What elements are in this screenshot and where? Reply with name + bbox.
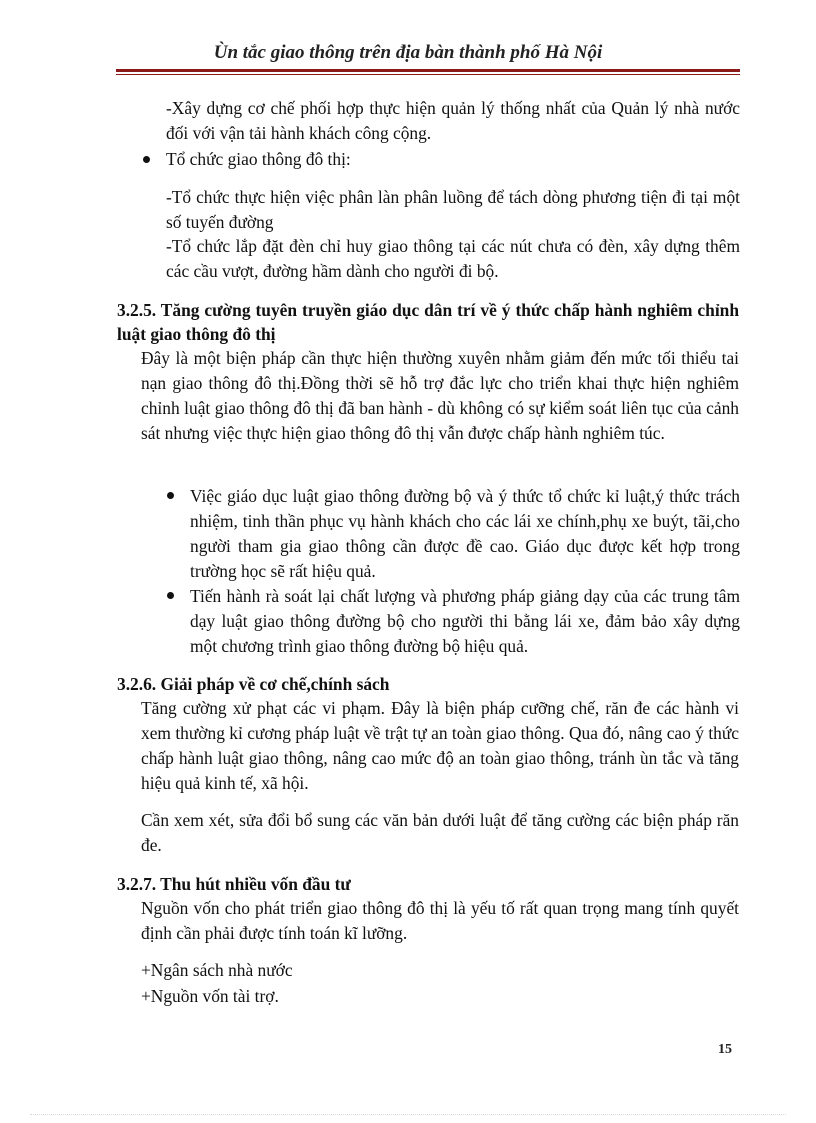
section-3-2-5-paragraph: Đây là một biện pháp cần thực hiện thường xuyên nhằm giảm đến mức tối thiểu tai nạn giao thông đô thị.Đồng thời sẽ hỗ trợ đắc lực cho triển khai thực hiện nghiêm chỉnh luật giao thông đô thị đã ban hành - dù không có sự kiểm soát liên tục của cảnh sát nhưng việc thực hiện giao thông đô thị vẫn được chấp hành nghiêm túc. bbox=[141, 348, 739, 443]
intro-paragraph-3: -Tổ chức lắp đặt đèn chỉ huy giao thông tại các nút chưa có đèn, xây dựng thêm các cầu vượt, đường hầm dành cho người đi bộ. bbox=[166, 236, 740, 281]
funding-item-state-budget: +Ngân sách nhà nước bbox=[141, 960, 293, 980]
heading-3-2-7: 3.2.7. Thu hút nhiều vốn đầu tư bbox=[117, 874, 351, 894]
bullet-traffic-organization: Tổ chức giao thông đô thị: bbox=[166, 149, 351, 169]
section-3-2-6-paragraph-1: Tăng cường xử phạt các vi phạm. Đây là biện pháp cưỡng chế, răn đe các hành vi xem thường kỉ cương pháp luật về trật tự an toàn giao thông. Qua đó, nâng cao ý thức chấp hành luật giao thông, nâng cao mức độ an toàn giao thông, tránh ùn tắc và tăng hiệu quả kinh tế, xã hội. bbox=[141, 698, 739, 793]
header-rule-thick bbox=[116, 69, 740, 72]
intro-paragraph-2: -Tổ chức thực hiện việc phân làn phân luồng để tách dòng phương tiện đi tại một số tuyến đường bbox=[166, 187, 740, 232]
footer-divider bbox=[30, 1114, 786, 1115]
section-3-2-6-paragraph-2: Cần xem xét, sửa đổi bổ sung các văn bản dưới luật để tăng cường các biện pháp răn đe. bbox=[141, 810, 739, 855]
funding-item-grants: +Nguồn vốn tài trợ. bbox=[141, 986, 279, 1006]
section-3-2-5-bullet-1: Việc giáo dục luật giao thông đường bộ và ý thức tổ chức kỉ luật,ý thức trách nhiệm, tinh thần phục vụ hành khách cho các lái xe chính,phụ xe buýt, tãi,cho người tham gia giao thông cần được đề cao. Giáo dục được kết hợp trong trường học sẽ rất hiệu quả. bbox=[190, 486, 740, 581]
bullet-icon bbox=[167, 592, 174, 599]
heading-3-2-5: 3.2.5. Tăng cường tuyên truyền giáo dục dân trí về ý thức chấp hành nghiêm chỉnh luật giao thông đô thị bbox=[117, 300, 739, 344]
heading-3-2-6: 3.2.6. Giải pháp về cơ chế,chính sách bbox=[117, 674, 390, 694]
bullet-icon bbox=[143, 156, 150, 163]
section-3-2-7-paragraph-1: Nguồn vốn cho phát triển giao thông đô thị là yếu tố rất quan trọng mang tính quyết định cần phải được tính toán kĩ lưỡng. bbox=[141, 898, 739, 943]
page-header-title: Ùn tắc giao thông trên địa bàn thành phố Hà Nội bbox=[213, 42, 603, 63]
section-3-2-5-bullet-2: Tiến hành rà soát lại chất lượng và phương pháp giảng dạy của các trung tâm dạy luật giao thông đường bộ cho người thi bằng lái xe, đảm bảo xây dựng một chương trình giao thông đường bộ hiệu quả. bbox=[190, 586, 740, 656]
header-rule-thin bbox=[116, 74, 740, 75]
bullet-icon bbox=[167, 492, 174, 499]
page-number: 15 bbox=[718, 1042, 732, 1057]
intro-paragraph-1: -Xây dựng cơ chế phối hợp thực hiện quản lý thống nhất của Quản lý nhà nước đối với vận tải hành khách công cộng. bbox=[166, 98, 740, 143]
